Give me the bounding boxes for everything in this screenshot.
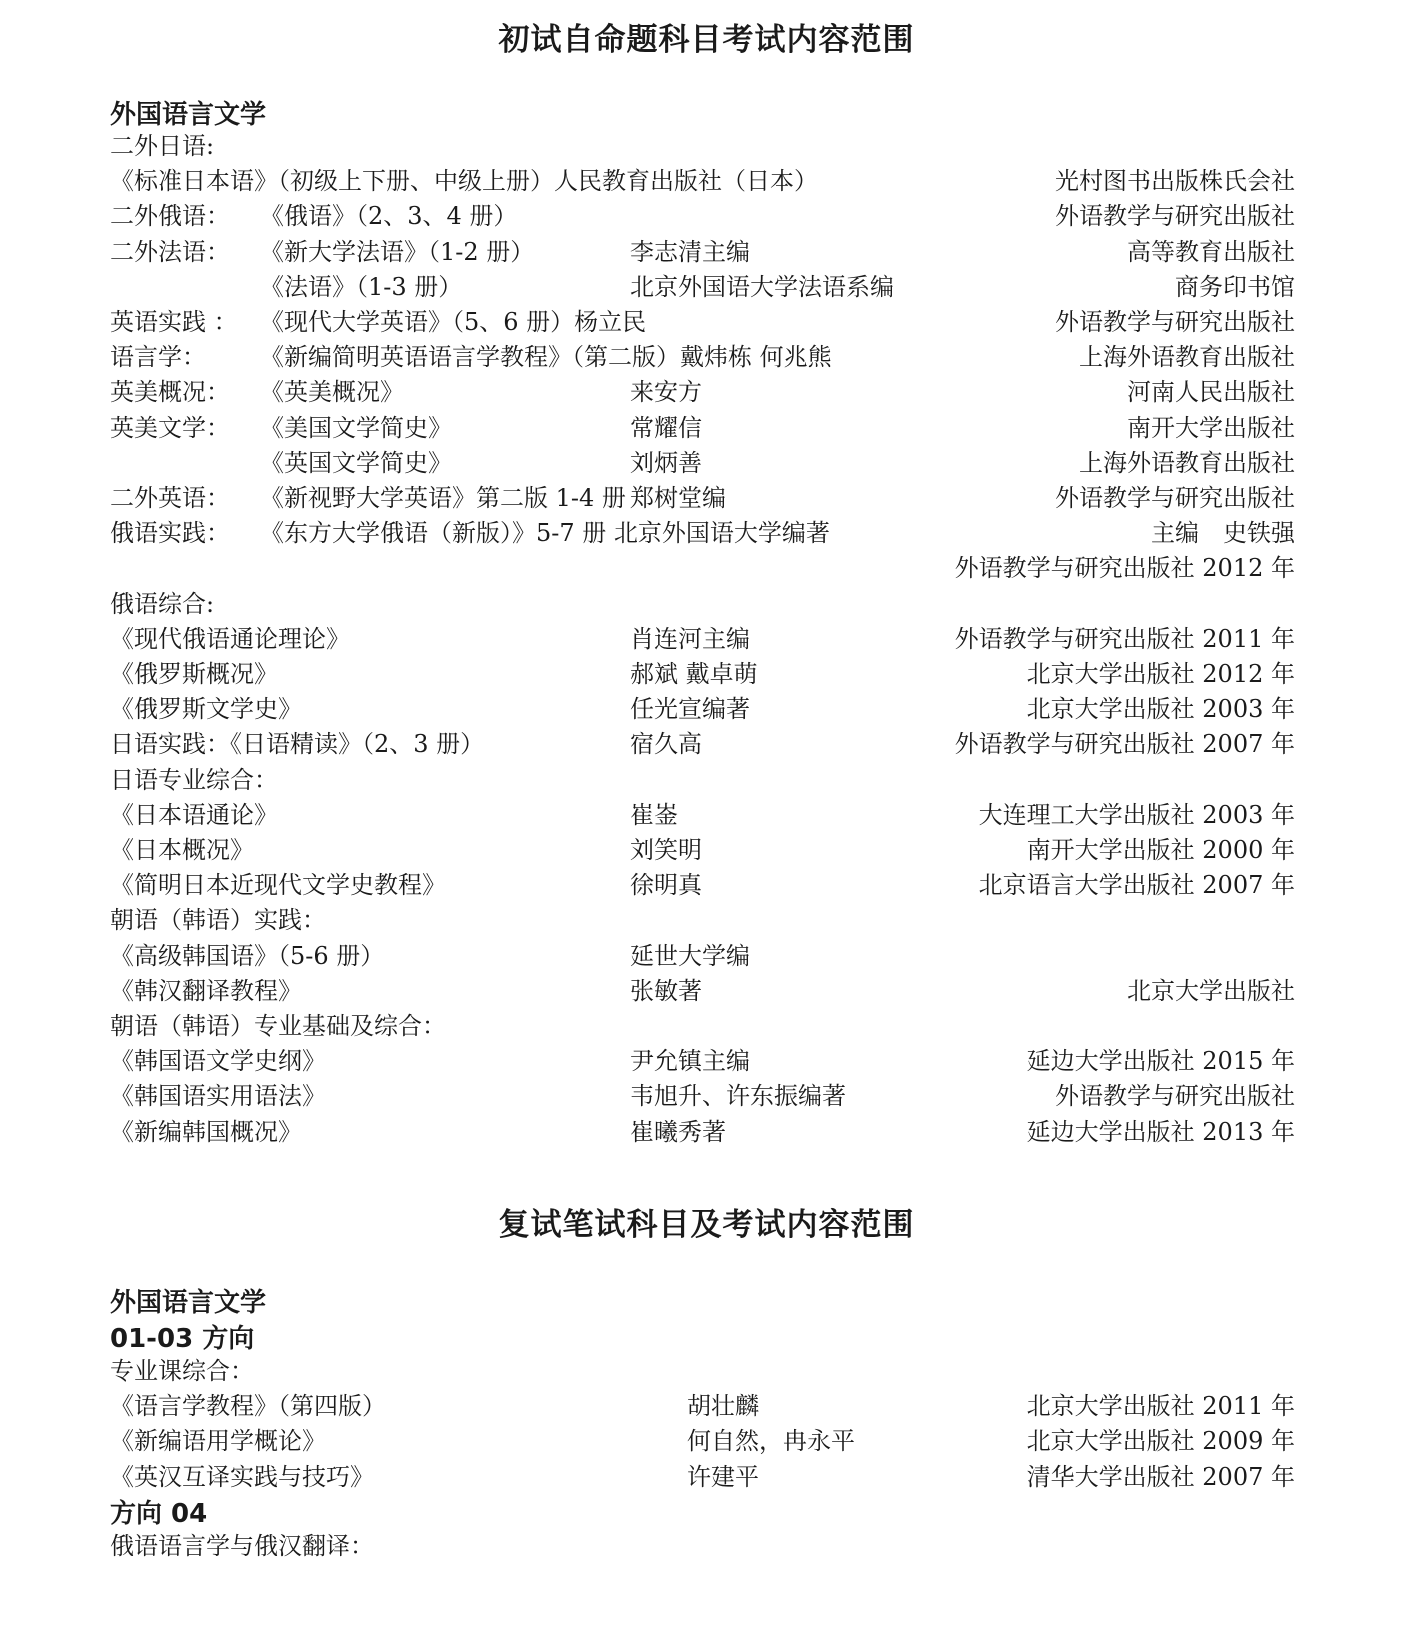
entry-label: 《高级韩国语》（5-6 册）	[110, 941, 385, 970]
entry-publisher: 北京大学出版社 2003 年	[1026, 695, 1295, 724]
entry-label: 《新编语用学概论》	[110, 1427, 326, 1456]
entry-author: 肖连河主编	[630, 624, 750, 653]
entry-label: 《语言学教程》（第四版）	[110, 1392, 386, 1421]
entry-label: 《标准日本语》（初级上下册、中级上册）人民教育出版社（日本）	[110, 167, 818, 196]
entry-author: 徐明真	[630, 871, 702, 900]
book-entry-line	[110, 515, 1295, 551]
entry-author: 胡壮麟	[687, 1392, 759, 1421]
entry-author: 刘炳善	[630, 448, 702, 477]
entry-label: 二外法语：	[110, 237, 230, 266]
entry-label: 《韩汉翻译教程》	[110, 976, 302, 1005]
book-entry-line	[110, 656, 1295, 692]
entry-title: 《新视野大学英语》第二版 1-4 册	[260, 484, 626, 512]
book-entry-line	[110, 163, 1295, 199]
book-entry-line	[110, 234, 1295, 270]
entry-publisher: 高等教育出版社	[1127, 237, 1295, 266]
entry-publisher: 外语教学与研究出版社	[1055, 1082, 1295, 1111]
entry-author: 来安方	[630, 378, 702, 407]
book-entry-line	[110, 1388, 1295, 1424]
entry-label: 专业课综合：	[110, 1357, 254, 1385]
entry-author: 郝斌 戴卓萌	[630, 660, 758, 688]
entry-author: 任光宣编著	[630, 695, 750, 724]
book-entry-line	[110, 1353, 1295, 1389]
entry-title: 《俄语》（2、3、4 册）	[260, 202, 518, 231]
entry-publisher: 延边大学出版社 2015 年	[1026, 1047, 1295, 1076]
book-entry-line	[110, 832, 1295, 868]
entry-publisher: 上海外语教育出版社	[1079, 448, 1295, 477]
book-entry-line	[110, 621, 1295, 657]
section-title-retest: 复试笔试科目及考试内容范围	[498, 1207, 915, 1243]
entry-author: 宿久高	[630, 730, 702, 759]
entry-label: 《英汉互译实践与技巧》	[110, 1462, 374, 1491]
book-entry-line	[110, 1459, 1295, 1495]
entry-author: 北京外国语大学法语系编	[630, 272, 894, 301]
entry-title: 《新编简明英语语言学教程》（第二版）戴炜栋 何兆熊	[260, 343, 832, 372]
entry-publisher: 南开大学出版社	[1127, 413, 1295, 442]
entry-label: 日语专业综合：	[110, 765, 278, 794]
book-entry-line	[110, 1114, 1295, 1150]
entry-publisher: 北京大学出版社 2011 年	[1026, 1392, 1295, 1421]
entry-label: 《新编韩国概况》	[110, 1117, 302, 1146]
entry-label: 语言学：	[110, 343, 206, 372]
direction-heading-01-03: 01-03 方向	[110, 1324, 255, 1354]
section-title-preliminary: 初试自命题科目考试内容范围	[498, 22, 915, 58]
book-entry-line	[110, 973, 1295, 1009]
direction-heading-04: 方向 04	[110, 1499, 208, 1529]
book-entry-line	[110, 902, 1295, 938]
entry-publisher: 上海外语教育出版社	[1079, 343, 1295, 372]
book-entry-line	[110, 691, 1295, 727]
book-entry-line	[110, 339, 1295, 375]
book-entry-line	[110, 1423, 1295, 1459]
entry-publisher: 外语教学与研究出版社	[1055, 202, 1295, 231]
book-entry-line	[110, 726, 1295, 762]
entry-author: 韦旭升、许东振编著	[630, 1082, 846, 1111]
entry-publisher: 商务印书馆	[1175, 272, 1295, 301]
entry-label: 《日本语通论》	[110, 800, 278, 829]
entry-publisher: 外语教学与研究出版社 2007 年	[954, 730, 1295, 759]
entry-publisher: 北京大学出版社 2012 年	[1026, 660, 1295, 688]
book-entry-line	[110, 128, 1295, 164]
book-entry-line	[110, 938, 1295, 974]
book-entry-line	[110, 762, 1295, 798]
book-entry-line	[110, 304, 1295, 340]
section-heading-foreign-languages: 外国语言文学	[110, 100, 267, 130]
entry-title: 《现代大学英语》（5、6 册）杨立民	[260, 308, 647, 336]
entry-label: 二外英语：	[110, 484, 230, 512]
entry-title: 《英国文学简史》	[260, 448, 452, 477]
entry-author: 李志清主编	[630, 237, 750, 266]
entry-author: 常耀信	[630, 413, 702, 442]
book-entry-line	[110, 867, 1295, 903]
book-entry-line	[110, 1528, 1295, 1564]
entry-publisher: 北京大学出版社	[1127, 976, 1295, 1005]
entry-label: 《俄罗斯概况》	[110, 660, 278, 688]
entry-label: 俄语语言学与俄汉翻译：	[110, 1532, 374, 1560]
entry-author: 延世大学编	[630, 941, 750, 970]
entry-label: 俄语实践：	[110, 519, 230, 548]
entry-publisher: 主编 史铁强	[1151, 519, 1295, 548]
entry-author: 郑树堂编	[630, 484, 726, 512]
entry-label: 《日本概况》	[110, 836, 254, 864]
entry-title: 《法语》（1-3 册）	[260, 272, 463, 301]
entry-title: 《美国文学简史》	[260, 413, 452, 442]
book-entry-line	[110, 586, 1295, 622]
entry-label: 日语实践：《日语精读》（2、3 册）	[110, 730, 485, 759]
book-entry-line	[110, 1043, 1295, 1079]
entry-publisher: 外语教学与研究出版社 2011 年	[954, 624, 1295, 653]
entry-author: 刘笑明	[630, 836, 702, 864]
entry-title: 《东方大学俄语（新版）》5-7 册 北京外国语大学编著	[260, 519, 830, 548]
book-entry-line	[110, 797, 1295, 833]
entry-label: 二外俄语：	[110, 202, 230, 231]
book-entry-line	[110, 1078, 1295, 1114]
entry-title: 《英美概况》	[260, 378, 404, 407]
entry-label: 朝语（韩语）专业基础及综合：	[110, 1012, 446, 1040]
book-entry-line	[110, 550, 1295, 586]
book-entry-line	[110, 445, 1295, 481]
entry-publisher: 大连理工大学出版社 2003 年	[978, 800, 1295, 829]
entry-label: 《韩国语文学史纲》	[110, 1047, 326, 1076]
book-entry-line	[110, 410, 1295, 446]
entry-author: 张敏著	[630, 976, 702, 1005]
entry-publisher: 延边大学出版社 2013 年	[1026, 1117, 1295, 1146]
entry-author: 尹允镇主编	[630, 1047, 750, 1076]
entry-publisher: 清华大学出版社 2007 年	[1026, 1462, 1295, 1491]
book-entry-line	[110, 198, 1295, 234]
entry-label: 《韩国语实用语法》	[110, 1082, 326, 1111]
book-entry-line	[110, 269, 1295, 305]
entry-label: 英美概况：	[110, 378, 230, 407]
entry-author: 何自然，冉永平	[687, 1427, 855, 1456]
entry-publisher: 北京语言大学出版社 2007 年	[978, 871, 1295, 900]
entry-label: 二外日语:	[110, 132, 215, 160]
entry-publisher: 北京大学出版社 2009 年	[1026, 1427, 1295, 1456]
section-heading-foreign-languages-retest: 外国语言文学	[110, 1288, 267, 1318]
entry-author: 崔曦秀著	[630, 1117, 726, 1146]
entry-label: 英美文学：	[110, 413, 230, 442]
entry-label: 《现代俄语通论理论》	[110, 624, 350, 653]
entry-label: 《简明日本近现代文学史教程》	[110, 871, 446, 900]
book-entry-line	[110, 480, 1295, 516]
entry-publisher: 外语教学与研究出版社	[1055, 484, 1295, 512]
entry-title: 《新大学法语》（1-2 册）	[260, 237, 535, 266]
entry-author: 许建平	[687, 1462, 759, 1491]
entry-author: 崔崟	[630, 800, 678, 829]
entry-label: 朝语（韩语）实践：	[110, 906, 326, 935]
entry-label: 英语实践 ：	[110, 308, 238, 336]
entry-publisher: 外语教学与研究出版社	[1055, 308, 1295, 336]
book-entry-line	[110, 1008, 1295, 1044]
entry-label: 《俄罗斯文学史》	[110, 695, 302, 724]
entry-label: 俄语综合:	[110, 589, 215, 618]
entry-publisher: 南开大学出版社 2000 年	[1026, 836, 1295, 864]
entry-publisher: 光村图书出版株氏会社	[1055, 167, 1295, 196]
entry-publisher: 外语教学与研究出版社 2012 年	[954, 554, 1295, 583]
book-entry-line	[110, 374, 1295, 410]
entry-publisher: 河南人民出版社	[1127, 378, 1295, 407]
